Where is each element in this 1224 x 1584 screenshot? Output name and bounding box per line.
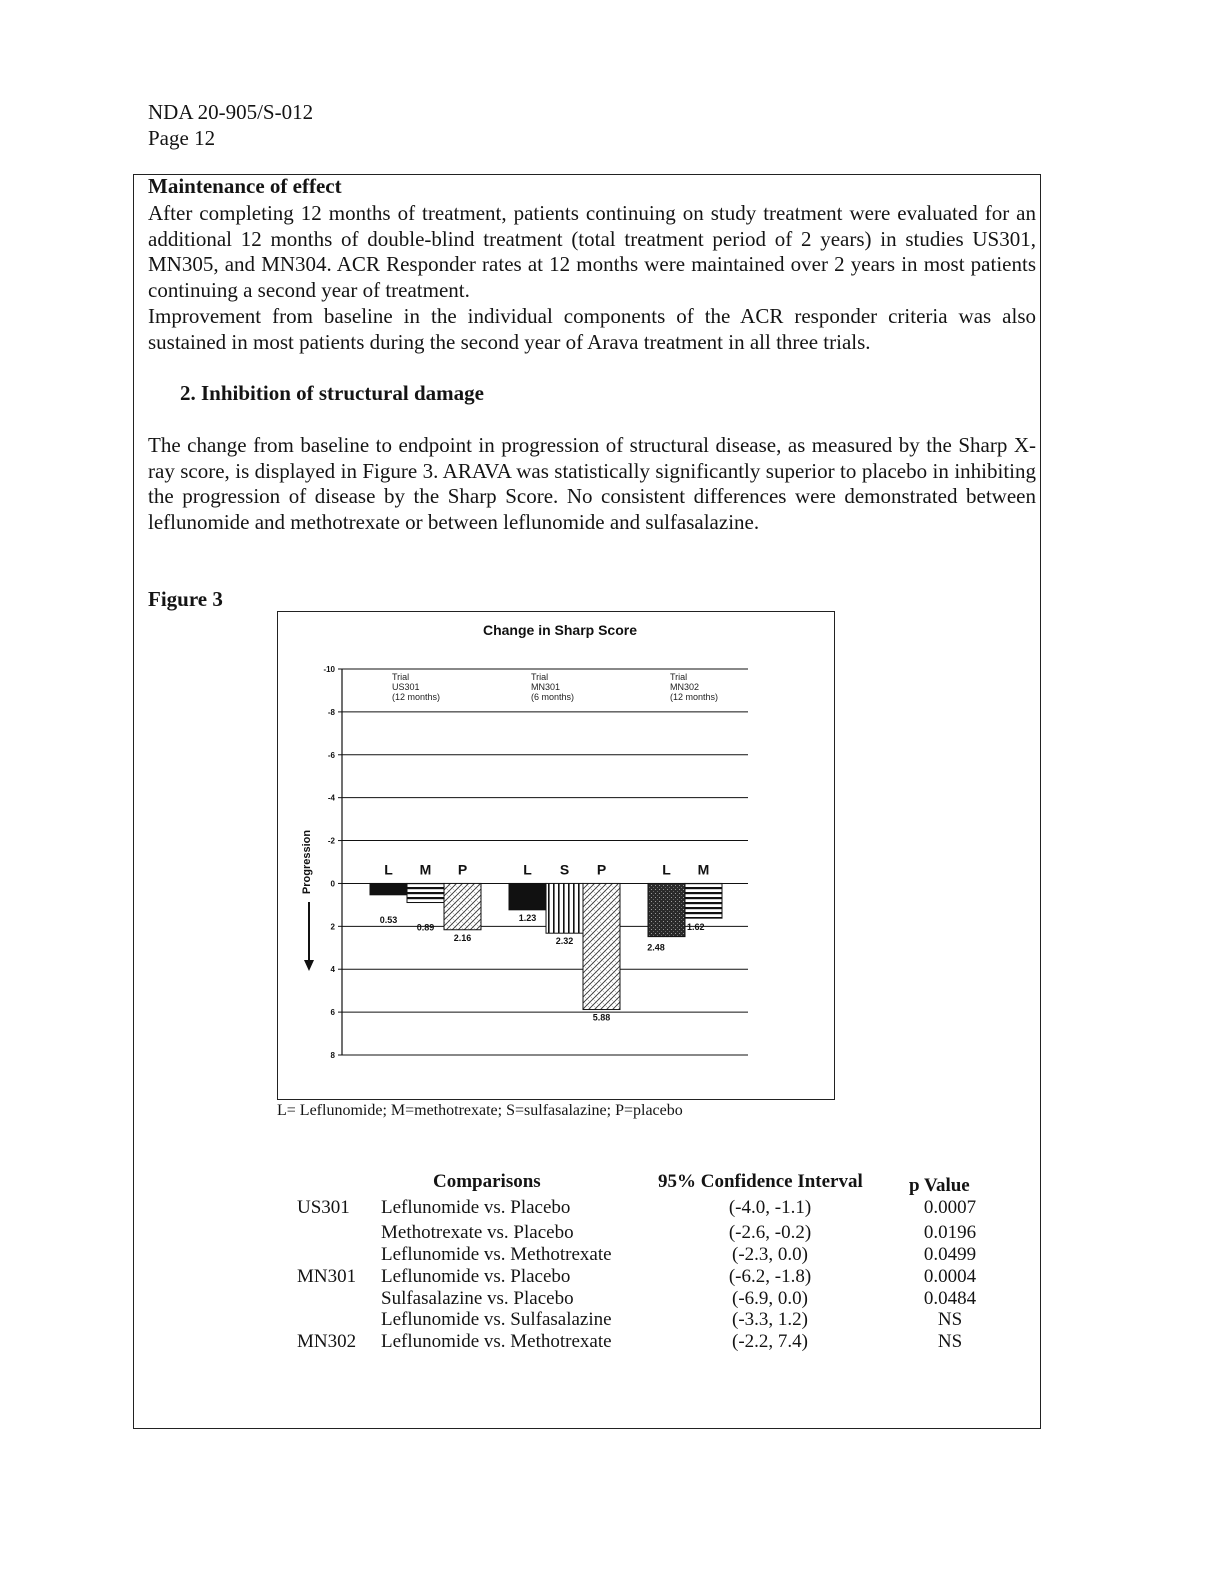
ci-cell: (-2.2, 7.4) — [732, 1331, 808, 1352]
comparison-cell: Sulfasalazine vs. Placebo — [381, 1288, 574, 1309]
bar — [648, 883, 685, 936]
bar — [546, 883, 583, 933]
table-header-comparisons: Comparisons — [433, 1171, 541, 1192]
trial-cell: MN301 — [297, 1266, 357, 1287]
p-value-cell: 0.0004 — [923, 1266, 977, 1287]
trial-label: US301 — [392, 682, 420, 692]
y-tick-label: 0 — [330, 879, 335, 889]
y-tick-label: 2 — [330, 922, 335, 932]
y-tick-label: -2 — [327, 836, 335, 846]
table-row — [0, 1197, 1224, 1219]
ci-cell: (-4.0, -1.1) — [728, 1197, 812, 1218]
y-tick-label: 4 — [330, 965, 335, 975]
y-tick-label: -6 — [327, 750, 335, 760]
p-value-cell: 0.0007 — [923, 1197, 977, 1218]
bar-value-label: 1.23 — [518, 912, 537, 923]
figure-label: Figure 3 — [148, 587, 223, 611]
maintenance-title: Maintenance of effect — [148, 174, 342, 198]
page-number: Page 12 — [148, 126, 216, 150]
maintenance-paragraph-1: After completing 12 months of treatment, patients continuing on study treatment were evaluated for an additional 12 months of double-blind treatment (total treatment period of 2 years) in studies US301, MN305, and MN304. ACR Responder rates at 12 months were maintained over 2 years in most patients continuing a second year of treatment. — [148, 201, 1036, 302]
y-tick-label: -10 — [323, 665, 335, 674]
p-value-cell: NS — [937, 1331, 963, 1352]
progression-arrow — [304, 902, 314, 971]
ci-cell: (-2.3, 0.0) — [732, 1244, 808, 1265]
document-id: NDA 20-905/S-012 — [148, 100, 314, 124]
bar-value-label: 0.89 — [416, 922, 435, 933]
table-row — [0, 1244, 1224, 1266]
bar-letter-label: S — [559, 861, 570, 878]
comparison-cell: Leflunomide vs. Placebo — [381, 1266, 571, 1287]
trial-label: MN302 — [670, 682, 700, 692]
comparison-cell: Leflunomide vs. Sulfasalazine — [381, 1309, 612, 1330]
ci-cell: (-2.6, -0.2) — [728, 1222, 812, 1243]
table-row — [0, 1309, 1224, 1331]
figure-legend-note: L= Leflunomide; M=methotrexate; S=sulfasalazine; P=placebo — [277, 1102, 683, 1119]
chart-canvas — [278, 612, 836, 1101]
trial-label: Trial — [392, 672, 410, 682]
y-tick-label: -4 — [327, 793, 335, 803]
bar-letter-label: P — [596, 861, 607, 878]
bar-value-label: 0.53 — [379, 914, 398, 925]
y-tick-label: 6 — [330, 1008, 335, 1018]
bar-value-label: 2.16 — [453, 932, 472, 943]
sharp-score-chart — [277, 611, 835, 1100]
trial-label: (12 months) — [392, 692, 441, 702]
bar-letter-label: M — [419, 861, 432, 878]
bar-value-label: 2.32 — [555, 936, 574, 947]
table-row — [0, 1288, 1224, 1310]
table-header-p-value: p Value — [909, 1175, 970, 1196]
ci-cell: (-6.9, 0.0) — [732, 1288, 808, 1309]
trial-cell: US301 — [297, 1197, 350, 1218]
bar-letter-label: M — [697, 861, 710, 878]
bar — [583, 883, 620, 1009]
bar — [509, 883, 546, 909]
p-value-cell: 0.0484 — [923, 1288, 977, 1309]
y-tick-label: -8 — [327, 707, 335, 717]
trial-label: MN301 — [531, 682, 561, 692]
ci-cell: (-3.3, 1.2) — [732, 1309, 808, 1330]
table-row — [0, 1222, 1224, 1244]
y-axis-label: Progression — [301, 829, 313, 895]
trial-label: Trial — [531, 672, 549, 682]
bar — [407, 883, 444, 902]
table-header-confidence-interval: 95% Confidence Interval — [658, 1171, 863, 1192]
bar-value-label: 2.48 — [647, 942, 665, 953]
bar — [444, 883, 481, 929]
p-value-cell: 0.0196 — [923, 1222, 977, 1243]
p-value-cell: 0.0499 — [923, 1244, 977, 1265]
p-value-cell: NS — [937, 1309, 963, 1330]
trial-cell: MN302 — [297, 1331, 357, 1352]
bar — [370, 883, 407, 894]
trial-label: (12 months) — [670, 692, 719, 702]
chart-title: Change in Sharp Score — [482, 622, 638, 638]
comparison-cell: Leflunomide vs. Methotrexate — [381, 1244, 612, 1265]
bar-letter-label: P — [457, 861, 468, 878]
bar-value-label: 5.88 — [592, 1012, 611, 1023]
bar-value-label: 1.62 — [687, 922, 705, 933]
bar-letter-label: L — [384, 861, 393, 878]
trial-label: Trial — [670, 672, 688, 682]
table-row — [0, 1266, 1224, 1288]
y-tick-label: 8 — [330, 1051, 335, 1060]
bar — [685, 883, 722, 918]
ci-cell: (-6.2, -1.8) — [728, 1266, 812, 1287]
maintenance-paragraph-2: Improvement from baseline in the individual components of the ACR responder criteria was also sustained in most patients during the second year of Arava treatment in all three trials. — [148, 304, 1036, 354]
bar-letter-label: L — [662, 861, 671, 878]
table-row — [0, 1331, 1224, 1353]
comparison-cell: Leflunomide vs. Placebo — [381, 1197, 571, 1218]
bar-letter-label: L — [523, 861, 532, 878]
structural-damage-paragraph: The change from baseline to endpoint in progression of structural disease, as measured by the Sharp X-ray score, is displayed in Figure 3. ARAVA was statistically significantly superior to placebo in inhibiting the progression of disease by the Sharp Score. No consistent differences were demonstrated between leflunomide and methotrexate or between leflunomide and sulfasalazine. — [148, 433, 1036, 534]
comparison-cell: Methotrexate vs. Placebo — [381, 1222, 574, 1243]
comparison-cell: Leflunomide vs. Methotrexate — [381, 1331, 612, 1352]
section-heading-structural-damage: 2. Inhibition of structural damage — [180, 381, 484, 405]
trial-label: (6 months) — [531, 692, 575, 702]
